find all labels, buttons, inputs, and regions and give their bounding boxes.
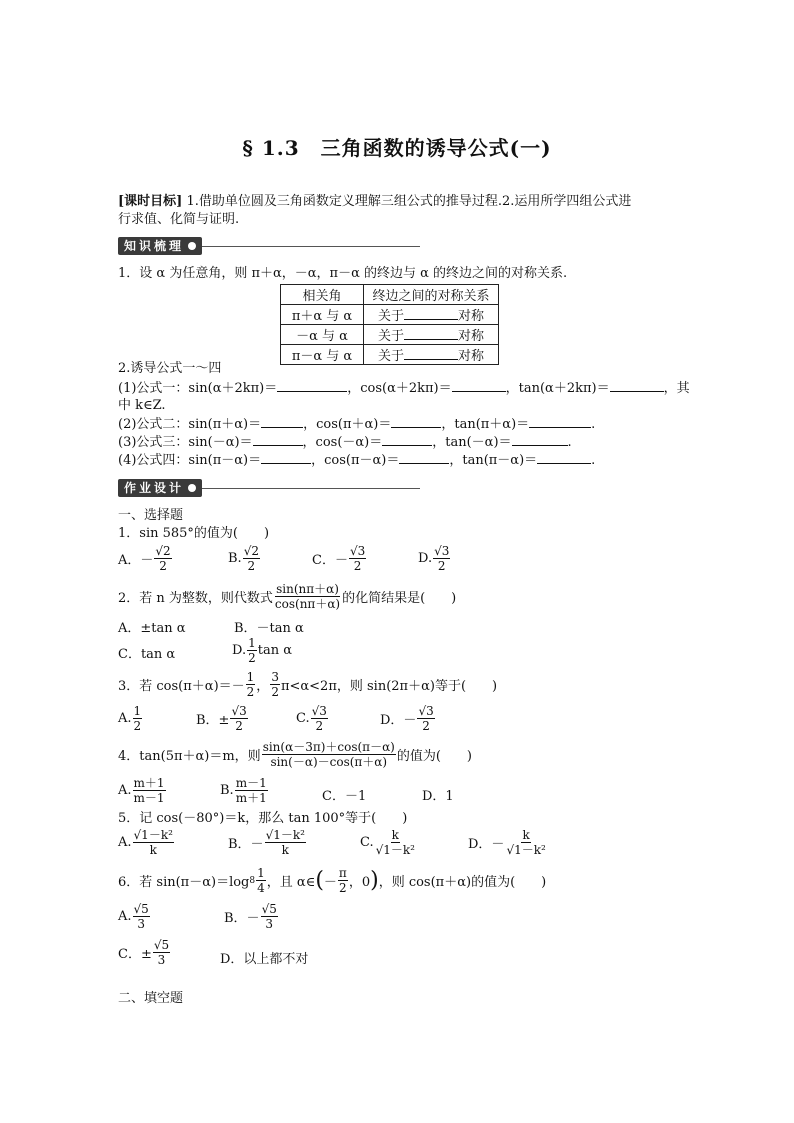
- q6-option-b[interactable]: [224, 902, 279, 931]
- frac-num: 1: [248, 636, 256, 650]
- table-row: [281, 305, 499, 325]
- formula-text: ，tan(π－α)＝: [449, 453, 538, 468]
- section-tag-homework: [118, 479, 420, 497]
- frac-num: √2: [155, 544, 171, 558]
- frac-den: cos(nπ＋α): [274, 597, 341, 611]
- table-cell-angle: －α 与 α: [281, 325, 364, 345]
- q4-option-a[interactable]: [118, 776, 167, 805]
- tag-label: 知识梳理: [124, 239, 185, 253]
- formula-text: ，其: [663, 381, 690, 396]
- fraction: [375, 828, 416, 857]
- option-label: A．－: [118, 553, 154, 568]
- answer-blank[interactable]: [253, 433, 303, 446]
- option-label: B．－: [228, 837, 264, 852]
- fraction: [246, 670, 256, 699]
- frac-den: 2: [437, 559, 446, 573]
- q2-option-a[interactable]: A．±tan α: [118, 621, 186, 636]
- option-label: C．±: [118, 947, 152, 962]
- fraction: [417, 704, 434, 733]
- frac-num: √3: [349, 544, 366, 558]
- stem-text: ，且 α∈: [266, 875, 316, 890]
- fraction: [261, 902, 278, 931]
- answer-blank[interactable]: [277, 379, 347, 392]
- frac-num: sin(α－3π)＋cos(π－α): [262, 740, 395, 754]
- cell-post: 对称: [458, 329, 485, 344]
- formula-text: .: [591, 453, 596, 468]
- frac-num: 1: [246, 670, 255, 684]
- formula-3: [118, 433, 678, 452]
- frac-den: sin(－α)－cos(π＋α): [270, 755, 388, 769]
- frac-den: k: [281, 843, 289, 857]
- formula-1: [118, 379, 698, 398]
- frac-den: m＋1: [235, 791, 267, 805]
- fraction: [247, 636, 257, 665]
- option-label: A.: [118, 835, 132, 850]
- frac-den: 2: [339, 881, 347, 895]
- frac-den: 2: [133, 719, 142, 733]
- frac-num: √5: [133, 902, 149, 916]
- q1-option-d[interactable]: [418, 544, 451, 573]
- formula-text: ，cos(α＋2kπ)＝: [347, 381, 452, 396]
- formula-text: ，cos(－α)＝: [302, 435, 383, 450]
- table-cell-angle: π＋α 与 α: [281, 305, 364, 325]
- q3-option-d[interactable]: [380, 704, 436, 733]
- tag-box: [118, 479, 202, 497]
- q5-option-d[interactable]: [468, 828, 548, 857]
- answer-blank[interactable]: [382, 433, 432, 446]
- stem-text: ，: [256, 679, 270, 694]
- q3-option-c[interactable]: [296, 704, 329, 733]
- formula-text: ，tan(π＋α)＝: [441, 417, 530, 432]
- option-label: B.: [228, 551, 242, 566]
- frac-den: √1－k²: [375, 843, 415, 857]
- frac-den: 2: [315, 719, 324, 733]
- fraction: [349, 544, 366, 573]
- answer-blank[interactable]: [529, 415, 591, 428]
- frac-den: 2: [246, 685, 255, 699]
- q6-option-c[interactable]: [118, 938, 171, 967]
- formula-text: .: [591, 417, 596, 432]
- q1-option-c[interactable]: [312, 544, 367, 573]
- page-title: § 1.3 三角函数的诱导公式(一): [242, 136, 552, 160]
- knowledge-q2: 2.诱导公式一～四: [118, 361, 222, 376]
- section-rule: [202, 488, 420, 489]
- formula-text: (2)公式二：sin(π＋α)＝: [118, 417, 262, 432]
- frac-num: √3: [311, 704, 327, 718]
- fraction: [153, 938, 170, 967]
- option-label: A.: [118, 909, 132, 924]
- stem-text: 的值为( ): [396, 749, 473, 764]
- frac-num: √1－k²: [265, 828, 305, 842]
- answer-blank[interactable]: [261, 451, 311, 464]
- frac-den: m－1: [133, 791, 165, 805]
- q2-option-c[interactable]: C．tan α: [118, 647, 176, 662]
- frac-den: 2: [247, 559, 256, 573]
- option-label: B．±: [196, 713, 230, 728]
- fraction: [505, 828, 546, 857]
- frac-num: m－1: [235, 776, 267, 790]
- frac-num: √3: [231, 704, 247, 718]
- fraction: [133, 828, 174, 857]
- cell-pre: 关于: [377, 349, 404, 364]
- q5-option-c[interactable]: [360, 828, 417, 857]
- frac-num: √5: [153, 938, 170, 952]
- formula-text: ，cos(π＋α)＝: [303, 417, 392, 432]
- frac-num: sin(nπ＋α): [276, 582, 339, 596]
- answer-blank[interactable]: [610, 379, 664, 392]
- formula-1-cont: 中 k∈Z.: [118, 398, 166, 413]
- part-heading-fill: 二、填空题: [118, 991, 184, 1006]
- goal-label: [课时目标]: [118, 194, 183, 209]
- answer-blank[interactable]: [404, 327, 458, 340]
- table-header: 终边之间的对称关系: [364, 285, 499, 305]
- table-cell-relation: [364, 325, 499, 345]
- stem-text: π<α<2π，则 sin(2π＋α)等于( ): [280, 679, 498, 694]
- fraction: [133, 776, 166, 805]
- cell-post: 对称: [458, 349, 485, 364]
- stem-text: 2．若 n 为整数，则代数式: [118, 591, 273, 606]
- interval-text: －: [323, 875, 337, 890]
- fraction: [230, 704, 247, 733]
- part-heading-choice: 一、选择题: [118, 508, 184, 523]
- question-2-stem: [118, 582, 456, 611]
- fraction: [262, 740, 396, 769]
- frac-num: √2: [243, 544, 259, 558]
- symmetry-table: [280, 284, 499, 365]
- fraction: [256, 866, 266, 895]
- q1-option-a[interactable]: [118, 544, 173, 573]
- frac-num: √5: [261, 902, 277, 916]
- frac-den: 4: [257, 881, 265, 895]
- question-1-stem: 1．sin 585°的值为( ): [118, 526, 270, 541]
- frac-num: k: [391, 828, 399, 842]
- fraction: [265, 828, 306, 857]
- q1-option-b[interactable]: [228, 544, 261, 573]
- bullet-dot-icon: [188, 242, 196, 250]
- question-6-stem: [118, 866, 546, 895]
- frac-den: 2: [271, 685, 279, 699]
- fraction: [311, 704, 328, 733]
- bullet-dot-icon: [188, 484, 196, 492]
- fraction: [133, 902, 150, 931]
- frac-den: √1－k²: [506, 843, 546, 857]
- question-5-stem: 5．记 cos(－80°)＝k，那么 tan 100°等于( ): [118, 811, 408, 826]
- formula-2: [118, 415, 678, 434]
- q4-option-d[interactable]: D．1: [422, 789, 454, 804]
- frac-den: 2: [353, 559, 362, 573]
- stem-text: 的化简结果是( ): [342, 591, 457, 606]
- fraction: [154, 544, 171, 573]
- table-cell-angle: π－α 与 α: [281, 345, 364, 365]
- cell-post: 对称: [458, 309, 485, 324]
- goal-text-1: 1.借助单位圆及三角函数定义理解三组公式的推导过程.2.运用所学四组公式进: [182, 194, 632, 209]
- q5-option-a[interactable]: [118, 828, 175, 857]
- option-tail: tan α: [257, 643, 292, 658]
- formula-text: .: [567, 435, 572, 450]
- formula-4: [118, 451, 678, 470]
- section-tag-knowledge: [118, 237, 420, 255]
- option-label: D．－: [380, 713, 417, 728]
- tag-box: [118, 237, 202, 255]
- table-header: 相关角: [281, 285, 364, 305]
- option-label: C.: [296, 711, 310, 726]
- q3-option-a[interactable]: [118, 704, 143, 733]
- option-label: B.: [220, 783, 234, 798]
- q6-option-d[interactable]: D．以上都不对: [220, 952, 309, 967]
- fraction: [133, 704, 143, 733]
- knowledge-q1: 1．设 α 为任意角，则 π＋α，－α，π－α 的终边与 α 的终边之间的对称关系.: [118, 266, 568, 281]
- frac-num: k: [522, 828, 530, 842]
- frac-den: k: [149, 843, 157, 857]
- option-label: B．－: [224, 911, 260, 926]
- frac-den: 2: [159, 559, 167, 573]
- frac-num: √1－k²: [133, 828, 173, 842]
- fraction: [235, 776, 268, 805]
- frac-num: √3: [418, 704, 434, 718]
- formula-text: (1)公式一：sin(α＋2kπ)＝: [118, 381, 278, 396]
- right-paren-icon: ): [370, 868, 379, 893]
- answer-blank[interactable]: [404, 347, 458, 360]
- formula-text: (3)公式三：sin(－α)＝: [118, 435, 253, 450]
- option-label: D.: [418, 551, 433, 566]
- frac-den: 2: [422, 719, 430, 733]
- stem-text: 4．tan(5π＋α)＝m，则: [118, 749, 261, 764]
- fraction: [243, 544, 260, 573]
- question-4-stem: [118, 740, 472, 769]
- stem-text: 6．若 sin(π－α)＝log: [118, 875, 250, 890]
- stem-text: 3．若 cos(π＋α)＝－: [118, 679, 245, 694]
- frac-num: √3: [434, 544, 450, 558]
- frac-den: 3: [265, 917, 274, 931]
- fraction: [274, 582, 341, 611]
- goal-text-2: 行求值、化简与证明.: [118, 212, 240, 227]
- log-base: 8: [249, 875, 256, 886]
- interval-text: ，0: [348, 875, 371, 890]
- frac-num: 1: [133, 704, 142, 718]
- cell-pre: 关于: [377, 329, 404, 344]
- question-3-stem: [118, 670, 497, 699]
- answer-blank[interactable]: [404, 307, 458, 320]
- frac-num: 3: [271, 670, 279, 684]
- q4-option-c[interactable]: C．－1: [322, 789, 367, 804]
- frac-den: 2: [235, 719, 243, 733]
- option-label: C．－: [312, 553, 348, 568]
- option-label: D.: [232, 643, 247, 658]
- fraction: [270, 670, 280, 699]
- q3-option-b[interactable]: [196, 704, 249, 733]
- formula-text: ，tan(α＋2kπ)＝: [505, 381, 610, 396]
- frac-num: m＋1: [133, 776, 165, 790]
- cell-pre: 关于: [377, 309, 404, 324]
- option-label: C.: [360, 835, 374, 850]
- answer-blank[interactable]: [399, 451, 449, 464]
- left-paren-icon: (: [315, 868, 324, 893]
- formula-text: ，cos(π－α)＝: [311, 453, 400, 468]
- frac-num: 1: [257, 866, 265, 880]
- q2-option-b[interactable]: B．－tan α: [234, 621, 304, 636]
- answer-blank[interactable]: [261, 415, 303, 428]
- option-label: A.: [118, 711, 132, 726]
- answer-blank[interactable]: [391, 415, 441, 428]
- q2-option-d[interactable]: [232, 636, 292, 665]
- option-label: A.: [118, 783, 132, 798]
- frac-den: 3: [157, 953, 166, 967]
- fraction: [433, 544, 450, 573]
- table-header-row: [281, 285, 499, 305]
- tag-label: 作业设计: [124, 481, 185, 495]
- section-rule: [202, 246, 420, 247]
- stem-text: ，则 cos(π＋α)的值为( ): [378, 875, 547, 890]
- q5-option-b[interactable]: [228, 828, 307, 857]
- lesson-goal: [118, 193, 678, 211]
- q6-option-a[interactable]: [118, 902, 151, 931]
- answer-blank[interactable]: [537, 451, 591, 464]
- frac-den: 3: [137, 917, 145, 931]
- table-cell-relation: [364, 305, 499, 325]
- fraction: [338, 866, 348, 895]
- answer-blank[interactable]: [512, 433, 568, 446]
- formula-text: ，tan(－α)＝: [432, 435, 512, 450]
- option-label: D．－: [468, 837, 505, 852]
- table-row: [281, 325, 499, 345]
- frac-den: 2: [248, 651, 256, 665]
- answer-blank[interactable]: [452, 379, 506, 392]
- formula-text: (4)公式四：sin(π－α)＝: [118, 453, 262, 468]
- q4-option-b[interactable]: [220, 776, 269, 805]
- frac-num: π: [338, 866, 347, 880]
